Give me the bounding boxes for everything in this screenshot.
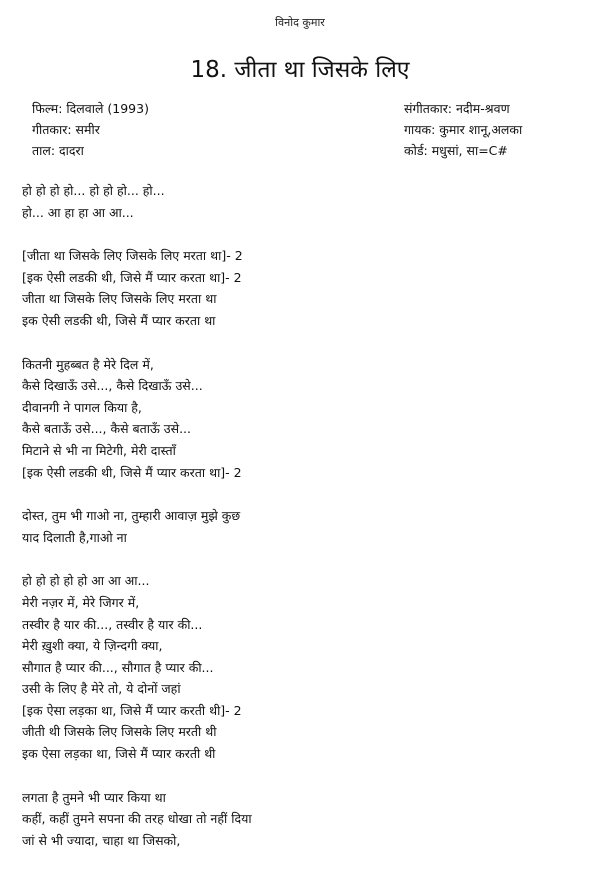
song-info-left [32, 98, 149, 161]
lyric-line: हो हो हो हो... हो हो हो... हो... [22, 183, 165, 198]
lyric-line: कितनी मुहब्बत है मेरे दिल में, [22, 356, 154, 372]
singer-info: गायक: कुमार शानू,अलका [404, 122, 523, 137]
song-title: 18. जीता था जिसके लिए [190, 57, 410, 83]
lyric-line: [इक ऐसी लडकी थी, जिसे मैं प्यार करता था]- 2 [22, 269, 242, 285]
lyric-line: कैसे दिखाऊँ उसे..., कैसे दिखाऊँ उसे... [22, 378, 203, 394]
chord-info: कोर्ड: मधुसां, सा=C# [404, 143, 508, 158]
lyric-line: कहीं, कहीं तुमने सपना की तरह धोखा तो नहीं दिया [22, 811, 252, 827]
lyric-line: मिटाने से भी ना मिटेगी, मेरी दास्ताँ [22, 442, 176, 458]
lyric-line: हो... आ हा हा आ आ... [22, 204, 134, 220]
lyric-line: जीता था जिसके लिए जिसके लिए मरता था [22, 291, 217, 307]
lyric-line: इक ऐसी लडकी थी, जिसे मैं प्यार करता था [22, 312, 216, 328]
lyricist-info: गीतकार: समीर [32, 122, 100, 137]
lyrics-body [22, 180, 582, 873]
lyric-line: मेरी नज़र में, मेरे जिगर में, [22, 594, 140, 610]
song-info-right [404, 98, 522, 161]
stanza [22, 354, 582, 484]
lyric-line: जां से भी ज्यादा, चाहा था जिसको, [22, 832, 181, 848]
lyric-line: [इक ऐसी लडकी थी, जिसे मैं प्यार करता था]- 2 [22, 464, 242, 480]
lyric-line: उसी के लिए है मेरे तो, ये दोनों जहां [22, 681, 181, 697]
stanza [22, 180, 582, 223]
lyric-line: कैसे बताऊँ उसे..., कैसे बताऊँ उसे... [22, 421, 192, 437]
lyric-line: दीवानगी ने पागल किया है, [22, 399, 142, 415]
lyric-line: मेरी ख़ुशी क्या, ये ज़िन्दगी क्या, [22, 638, 163, 654]
stanza [22, 505, 582, 548]
lyric-line: हो हो हो हो हो आ आ आ... [22, 573, 150, 589]
lyric-line: इक ऐसा लड़का था, जिसे मैं प्यार करती थी [22, 746, 216, 762]
stanza [22, 245, 582, 331]
lyric-line: लगता है तुमने भी प्यार किया था [22, 789, 166, 805]
film-info: फिल्म: दिलवाले (1993) [32, 101, 149, 116]
lyric-line: याद दिलाती है,गाओ ना [22, 529, 127, 545]
lyric-line: [इक ऐसा लड़का था, जिसे मैं प्यार करती थी]- 2 [22, 702, 242, 718]
lyric-line: दोस्त, तुम भी गाओ ना, तुम्हारी आवाज़ मुझे कुछ [22, 508, 241, 524]
lyric-line: जीती थी जिसके लिए जिसके लिए मरती थी [22, 724, 217, 740]
composer-info: संगीतकार: नदीम-श्रवण [404, 101, 510, 116]
lyric-line: सौगात है प्यार की..., सौगात है प्यार की... [22, 659, 214, 675]
lyric-line: [जीता था जिसके लिए जिसके लिए मरता था]- 2 [22, 248, 243, 264]
lyric-line: तस्वीर है यार की..., तस्वीर है यार की... [22, 616, 203, 632]
stanza [22, 787, 582, 852]
author-name: विनोद कुमार [275, 16, 325, 29]
taal-info: ताल: दादरा [32, 143, 84, 158]
stanza [22, 570, 582, 764]
